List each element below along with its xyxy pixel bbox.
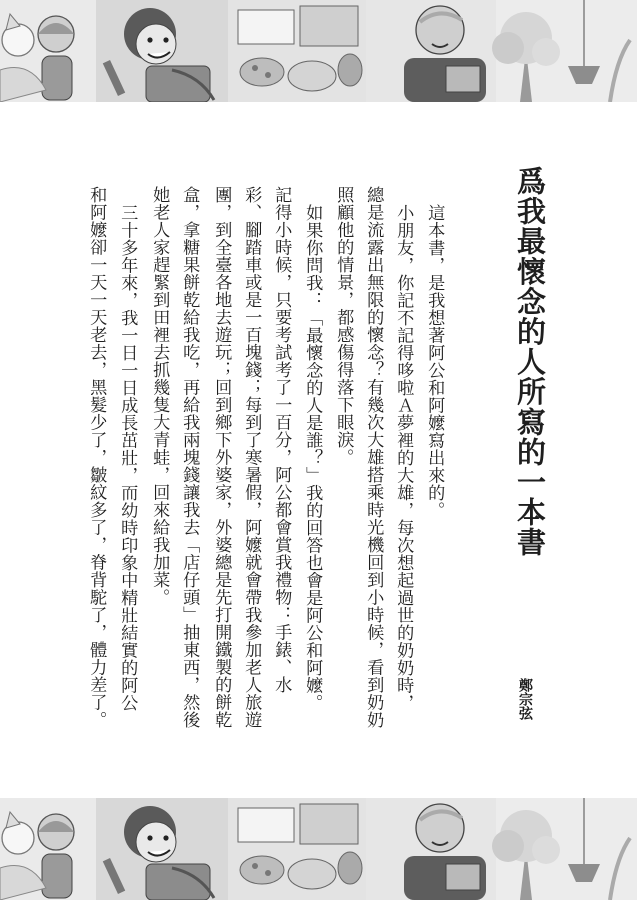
body-column: 記得小時候，只要考試考了一百分，阿公都會賞我禮物：手錶、水	[271, 186, 292, 694]
bottom-illustration-strip	[0, 798, 637, 900]
top-illustration-strip	[0, 0, 637, 102]
body-column: 照顧他的情景，都感傷得落下眼淚。	[333, 186, 354, 466]
page-title: 爲我最懷念的人所寫的一本書	[513, 166, 547, 558]
body-column: 團，到全臺各地去遊玩；回到鄉下外婆家，外婆總是先打開鐵製的餅乾	[211, 186, 232, 729]
body-column: 如果你問我：「最懷念的人是誰？」我的回答也會是阿公和阿嬤。	[302, 204, 323, 712]
body-column: 這本書，是我想著阿公和阿嬤寫出來的。	[424, 204, 445, 519]
body-column: 和阿嬤卻一天一天老去，黑髮少了，皺紋多了，脊背駝了，體力差了。	[86, 186, 107, 729]
body-column: 彩、腳踏車或是一百塊錢；每到了寒暑假，阿嬤就會帶我參加老人旅遊	[241, 186, 262, 729]
illustration-banner-image	[0, 798, 637, 900]
body-column: 三十多年來，我一日一日成長茁壯，而幼時印象中精壯結實的阿公	[117, 204, 138, 712]
author-name: 鄭宗弦	[517, 678, 533, 720]
body-column: 總是流露出無限的懷念？有幾次大雄搭乘時光機回到小時候，看到奶奶	[363, 186, 384, 729]
body-column: 盒，拿糖果餅乾給我吃，再給我兩塊錢讓我去「店仔頭」抽東西，然後	[179, 186, 200, 729]
body-column: 她老人家趕緊到田裡去抓幾隻大青蛙，回來給我加菜。	[149, 186, 170, 606]
illustration-banner-image	[0, 0, 637, 102]
body-column: 小朋友，你記不記得哆啦Ａ夢裡的大雄，每次想起過世的奶奶時，	[393, 204, 414, 712]
